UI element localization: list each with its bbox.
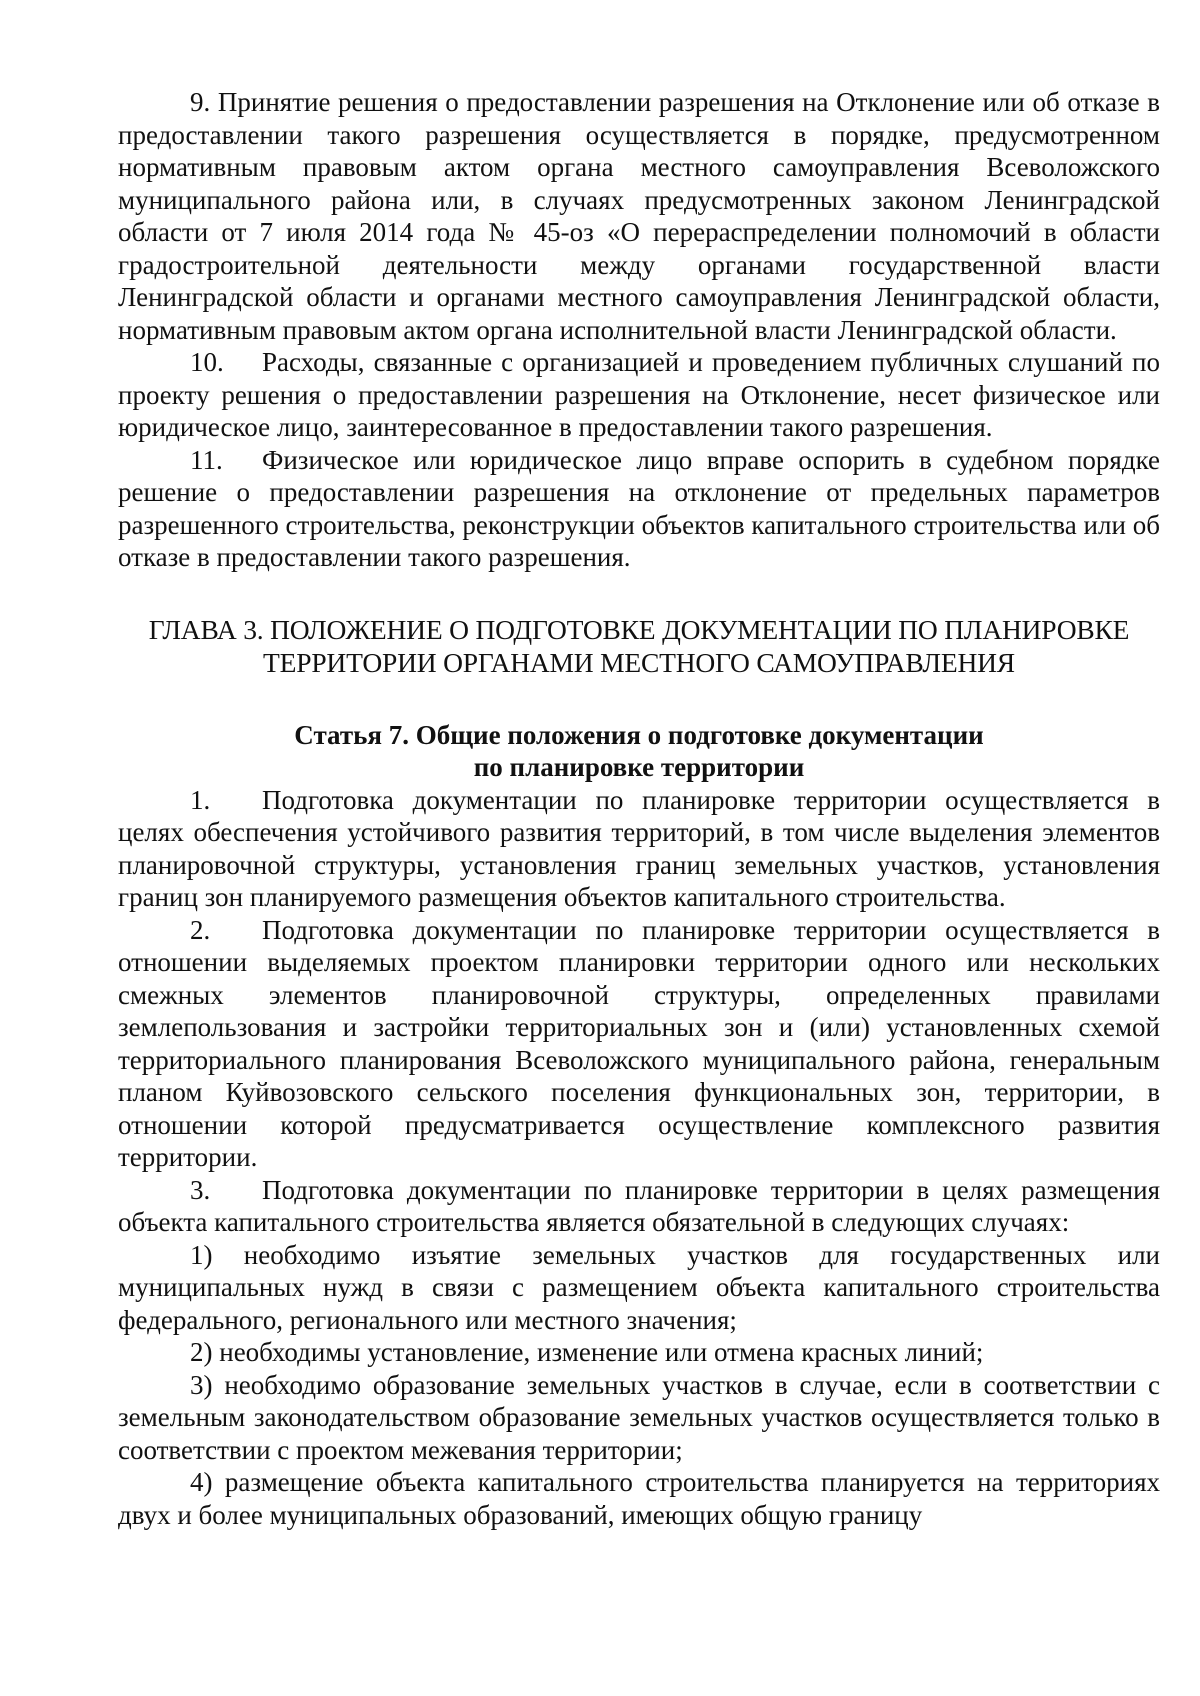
paragraph-11 <box>118 444 1160 574</box>
paragraph-text: Подготовка документации по планировке территории в целях размещения объекта капитального строительства является обязательной в следующих случаях: <box>118 1174 1160 1237</box>
paragraph-text: Подготовка документации по планировке территории осуществляется в целях обеспечения устойчивого развития территорий, в том числе выделения элементов планировочной структуры, установления границ земельных участков, установления границ зон планируемого размещения объектов капитального строительства. <box>118 784 1160 912</box>
subitem-2: 2) необходимы установление, изменение или отмена красных линий; <box>190 1337 984 1367</box>
chapter-title-line-2: ТЕРРИТОРИИ ОРГАНАМИ МЕСТНОГО САМОУПРАВЛЕНИЯ <box>263 646 1015 678</box>
article-paragraph-3 <box>118 1174 1160 1239</box>
subitem-3: 3) необходимо образование земельных участков в случае, если в соответствии с земельным законодательством образование земельных участков осуществляется только в соответствии с проектом межевания территории; <box>118 1369 1160 1465</box>
article-title-line-1: Статья 7. Общие положения о подготовке документации <box>294 719 984 750</box>
article-title-line-2: по планировке территории <box>473 752 805 782</box>
chapter-title-line-1: ГЛАВА 3. ПОЛОЖЕНИЕ О ПОДГОТОВКЕ ДОКУМЕНТАЦИИ ПО ПЛАНИРОВКЕ <box>148 613 1130 645</box>
paragraph-text: Подготовка документации по планировке территории осуществляется в отношении выделяемых проектом планировки территории одного или нескольких смежных элементов планировочной структуры, определенных правилами землепользования и застройки территориальных зон и (или) установленных схемой территориального планирования Всеволожского муниципального района, генеральным планом Куйвозовского сельского поселения функциональных зон, территории, в отношении которой предусматривается осуществление комплексного развития территории. <box>118 914 1160 1172</box>
paragraph-number: 9. <box>190 87 211 117</box>
paragraph-number: 10. <box>190 347 224 377</box>
paragraph-text: Расходы, связанные с организацией и проведением публичных слушаний по проекту решения о предоставлении разрешения на Отклонение, несет физическое или юридическое лицо, заинтересованное в предоставлении такого разрешения. <box>118 347 1160 442</box>
paragraph-number: 3. <box>190 1174 211 1205</box>
paragraph-text: Принятие решения о предоставлении разрешения на Отклонение или об отказе в предоставлении такого разрешения осуществляется в порядке, предусмотренном нормативным правовым актом органа местного самоуправления Всеволожского муниципального района или, в случаях предусмотренных законом Ленинградской области от 7 июля 2014 года № 45-оз «О перераспределении полномочий в области градостроительной деятельности между органами государственной власти Ленинградской области и органами местного самоуправления Ленинградской области, нормативным правовым актом органа исполнительной власти Ленинградской области. <box>118 87 1160 345</box>
article-title <box>118 719 1160 784</box>
document-body <box>118 86 1160 1531</box>
subitem-4: 4) размещение объекта капитального строительства планируется на территориях двух и более муниципальных образований, имеющих общую границу <box>118 1467 1160 1530</box>
article-paragraph-2 <box>118 914 1160 1174</box>
paragraph-9 <box>118 86 1160 346</box>
paragraph-number: 2. <box>190 914 211 945</box>
chapter-title <box>118 613 1160 679</box>
article-paragraph-1 <box>118 784 1160 914</box>
paragraph-10 <box>118 346 1160 444</box>
paragraph-text: Физическое или юридическое лицо вправе оспорить в судебном порядке решение о предоставлении разрешения на отклонение от предельных параметров разрешенного строительства, реконструкции объектов капитального строительства или об отказе в предоставлении такого разрешения. <box>118 444 1160 572</box>
paragraph-number: 11. <box>190 444 223 475</box>
paragraph-number: 1. <box>190 784 211 815</box>
subitem-1: 1) необходимо изъятие земельных участков для государственных или муниципальных нужд в связи с размещением объекта капитального строительства федерального, регионального или местного значения; <box>118 1239 1160 1335</box>
